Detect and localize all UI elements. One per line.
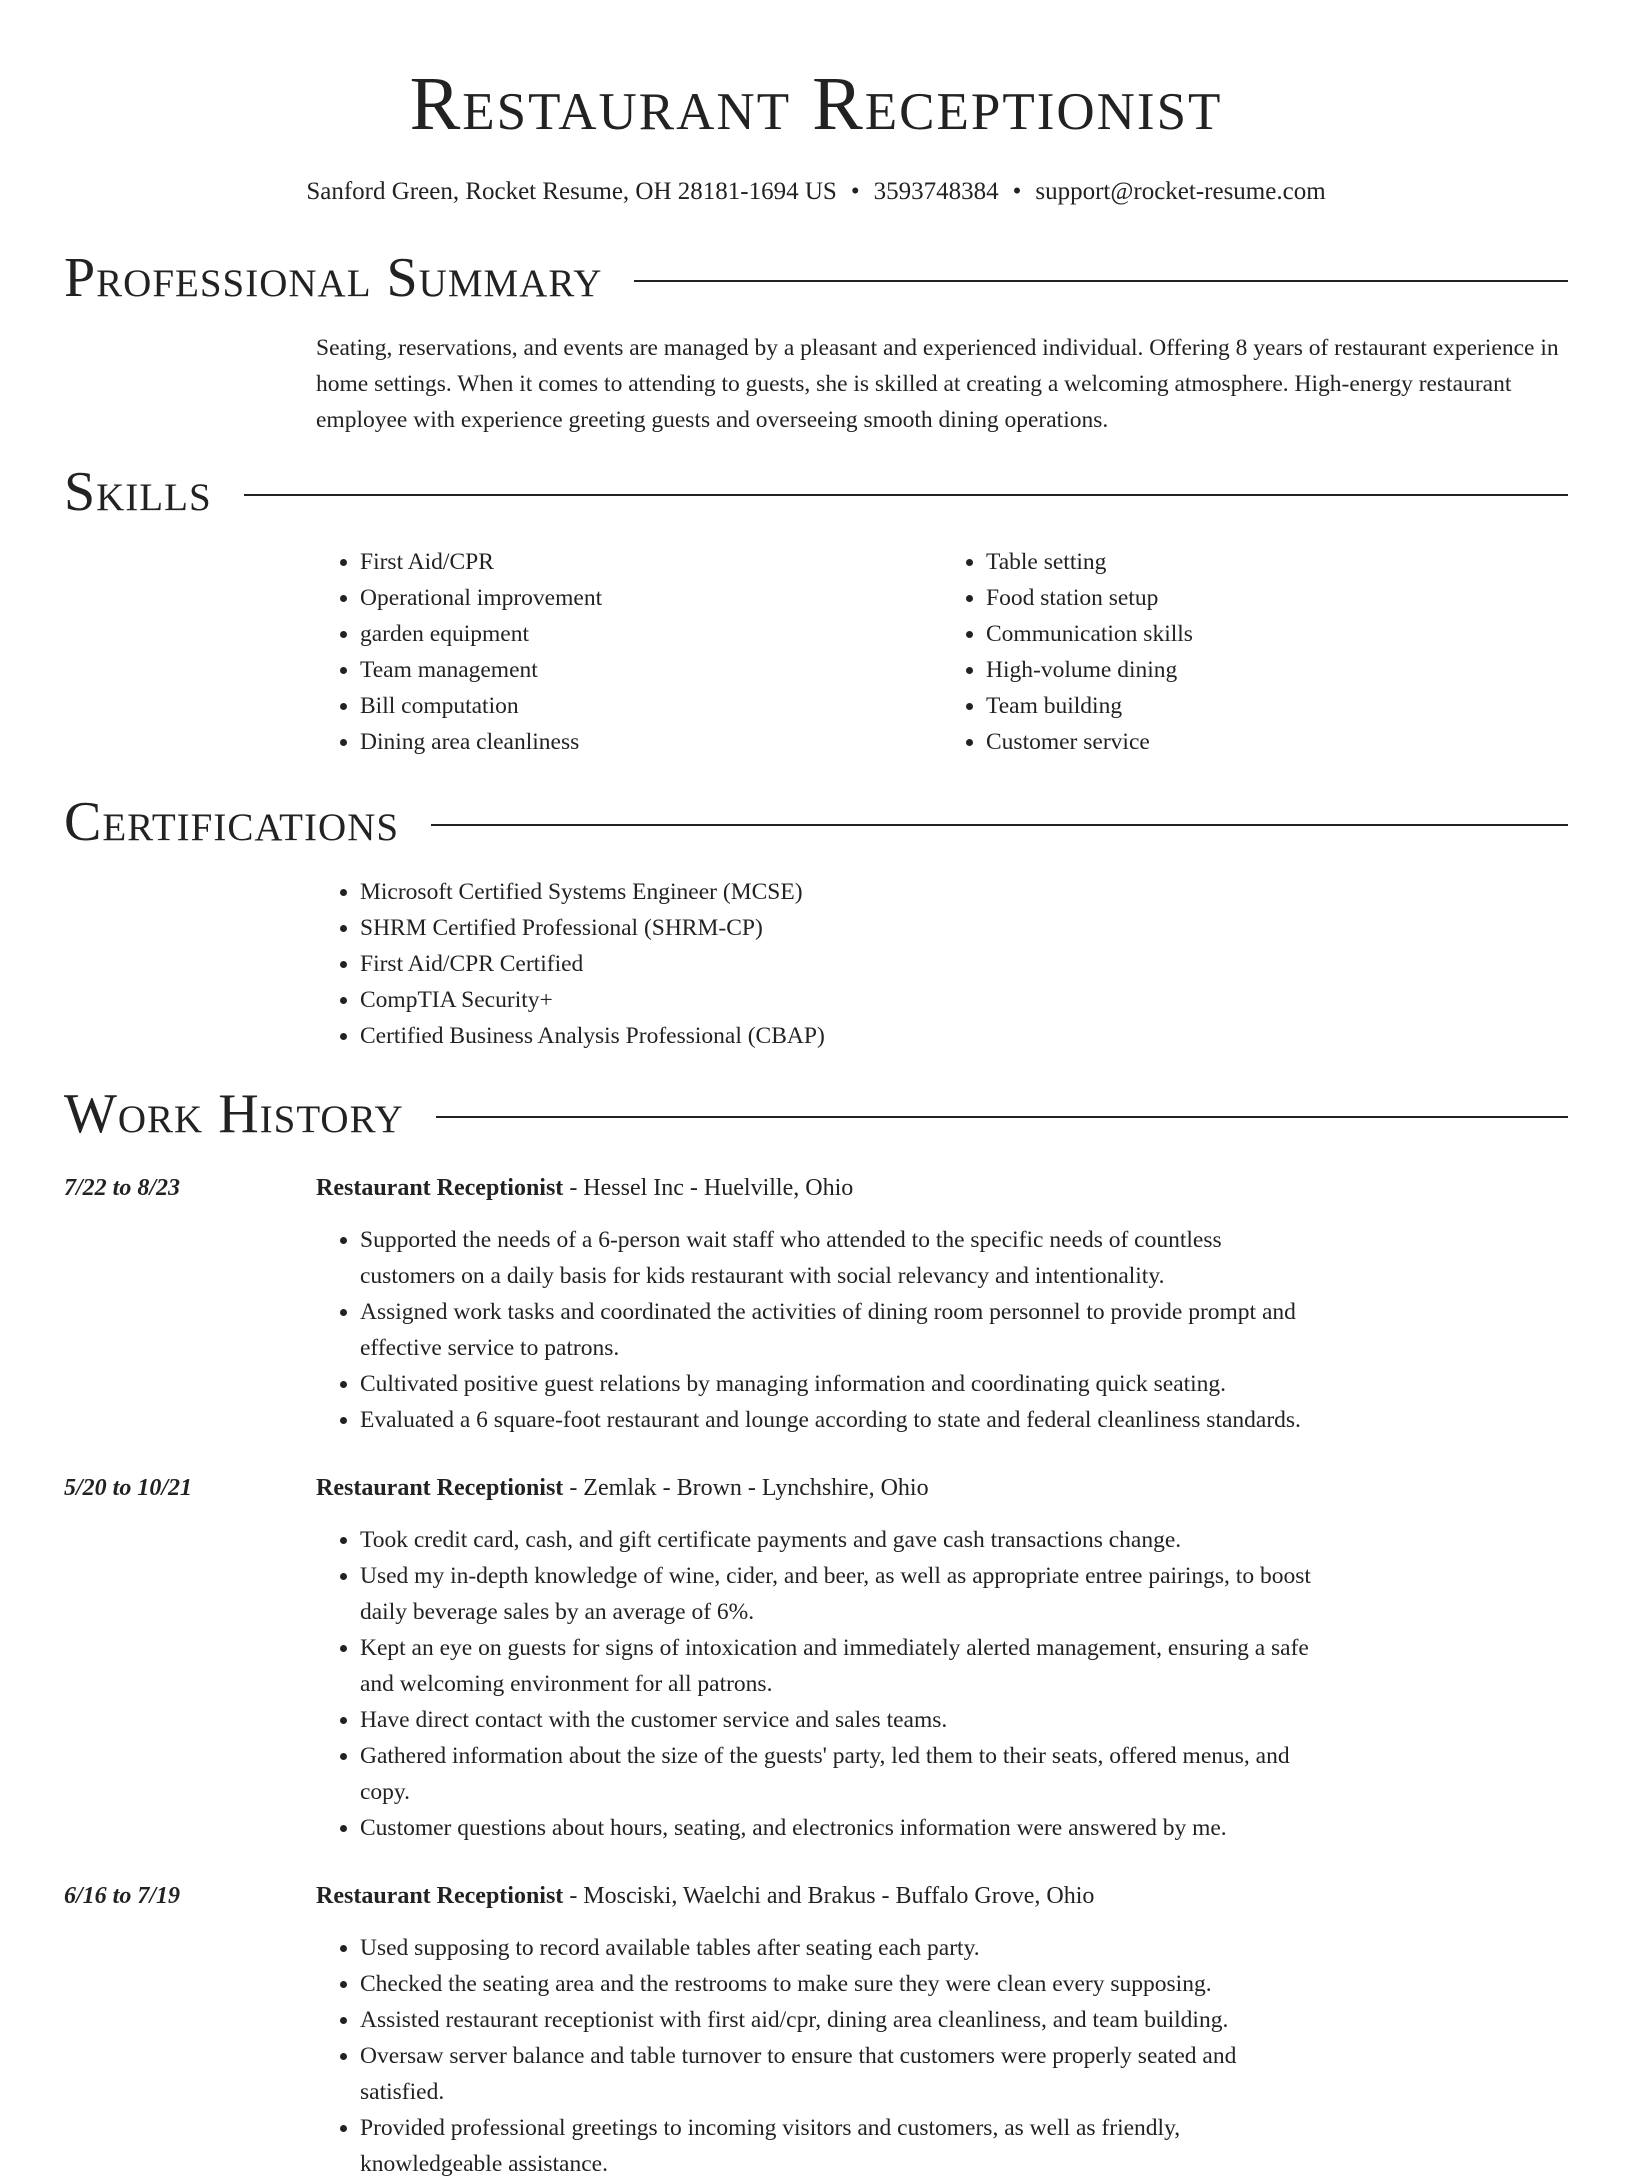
section-divider bbox=[634, 280, 1568, 282]
work-bullet: • Used my in-depth knowledge of wine, cider, and beer, as well as appropriate entree pairings, to boost daily beverage sales by an average of 6%. bbox=[360, 1558, 1316, 1630]
work-bullet: • Checked the seating area and the restrooms to make sure they were clean every supposing. bbox=[360, 1966, 1316, 2002]
section-divider bbox=[431, 824, 1568, 826]
work-bullet: • Customer questions about hours, seating, and electronics information were answered by me. bbox=[360, 1810, 1316, 1846]
contact-email: support@rocket-resume.com bbox=[1035, 178, 1326, 205]
summary-section-header bbox=[64, 246, 1568, 310]
work-dates: 5/20 to 10/21 bbox=[64, 1475, 193, 1501]
work-title-line bbox=[316, 1470, 1568, 1506]
certification-item: • CompTIA Security+ bbox=[360, 982, 1568, 1018]
work-dates: 6/16 to 7/19 bbox=[64, 1883, 181, 1909]
section-divider bbox=[436, 1116, 1568, 1118]
work-bullet: • Have direct contact with the customer service and sales teams. bbox=[360, 1702, 1316, 1738]
certification-item: • SHRM Certified Professional (SHRM-CP) bbox=[360, 910, 1568, 946]
skill-item: • Communication skills bbox=[986, 616, 1568, 652]
work-bullets bbox=[64, 1930, 1316, 2182]
work-bullet: • Assisted restaurant receptionist with first aid/cpr, dining area cleanliness, and team building. bbox=[360, 2002, 1316, 2038]
work-heading: Work History bbox=[64, 1083, 404, 1145]
certifications-list bbox=[316, 874, 1568, 1054]
contact-separator: • bbox=[1012, 178, 1022, 205]
certification-item: • Certified Business Analysis Professional (CBAP) bbox=[360, 1018, 1568, 1054]
certifications-section-header bbox=[64, 790, 1568, 854]
skill-item: • Bill computation bbox=[360, 688, 942, 724]
skill-item: • Operational improvement bbox=[360, 580, 942, 616]
certifications-heading: Certifications bbox=[64, 791, 400, 853]
work-bullet: • Provided professional greetings to incoming visitors and customers, as well as friendly, knowledgeable assistance. bbox=[360, 2110, 1316, 2182]
work-role: Restaurant Receptionist bbox=[316, 1883, 564, 1909]
work-entry bbox=[64, 1470, 1568, 1846]
contact-address: Sanford Green, Rocket Resume, OH 28181-1694 US bbox=[306, 178, 837, 205]
skill-item: • Table setting bbox=[986, 544, 1568, 580]
certification-item: • Microsoft Certified Systems Engineer (MCSE) bbox=[360, 874, 1568, 910]
skills-column-left bbox=[316, 544, 942, 760]
work-bullet: • Took credit card, cash, and gift certificate payments and gave cash transactions change. bbox=[360, 1522, 1316, 1558]
work-bullet: • Gathered information about the size of the guests' party, led them to their seats, offered menus, and copy. bbox=[360, 1738, 1316, 1810]
work-entry bbox=[64, 1170, 1568, 1438]
skill-item: • garden equipment bbox=[360, 616, 942, 652]
work-entry bbox=[64, 1878, 1568, 2182]
work-bullet: • Kept an eye on guests for signs of intoxication and immediately alerted management, ensuring a safe and welcoming environment for all patrons. bbox=[360, 1630, 1316, 1702]
skill-item: • Food station setup bbox=[986, 580, 1568, 616]
skill-item: • Team building bbox=[986, 688, 1568, 724]
summary-text: Seating, reservations, and events are managed by a pleasant and experienced individual. Offering 8 years of restaurant experience in home settings. When it comes to attending to guests, she is skilled at creating a welcoming atmosphere. High-energy restaurant employee with experience greeting guests and overseeing smooth dining operations. bbox=[316, 335, 1559, 433]
work-employer: - Zemlak - Brown - Lynchshire, Ohio bbox=[563, 1475, 929, 1501]
work-role: Restaurant Receptionist bbox=[316, 1475, 564, 1501]
work-bullets bbox=[64, 1522, 1316, 1846]
skills-section-header bbox=[64, 460, 1568, 524]
skill-item: • Customer service bbox=[986, 724, 1568, 760]
skill-item: • High-volume dining bbox=[986, 652, 1568, 688]
skills-column-right bbox=[942, 544, 1568, 760]
work-bullets bbox=[64, 1222, 1316, 1438]
work-section-header bbox=[64, 1082, 1568, 1146]
skill-item: • Dining area cleanliness bbox=[360, 724, 942, 760]
work-title-line bbox=[316, 1878, 1568, 1914]
work-dates: 7/22 to 8/23 bbox=[64, 1175, 181, 1201]
work-bullet: • Cultivated positive guest relations by managing information and coordinating quick seating. bbox=[360, 1366, 1316, 1402]
skills-heading: Skills bbox=[64, 461, 212, 523]
skills-list bbox=[316, 544, 1568, 760]
work-employer: - Hessel Inc - Huelville, Ohio bbox=[563, 1175, 854, 1201]
summary-heading: Professional Summary bbox=[64, 247, 603, 309]
section-divider bbox=[244, 494, 1568, 496]
work-bullet: • Supported the needs of a 6-person wait staff who attended to the specific needs of countless customers on a daily basis for kids restaurant with social relevancy and intentionality. bbox=[360, 1222, 1316, 1294]
work-employer: - Mosciski, Waelchi and Brakus - Buffalo Grove, Ohio bbox=[563, 1883, 1095, 1909]
work-bullet: • Oversaw server balance and table turnover to ensure that customers were properly seated and satisfied. bbox=[360, 2038, 1316, 2110]
contact-phone: 3593748384 bbox=[873, 178, 999, 205]
work-title-line bbox=[316, 1170, 1568, 1206]
resume-title: Restaurant Receptionist bbox=[409, 62, 1223, 146]
contact-line bbox=[64, 176, 1568, 208]
contact-separator: • bbox=[850, 178, 860, 205]
work-role: Restaurant Receptionist bbox=[316, 1175, 564, 1201]
work-bullet: • Assigned work tasks and coordinated the activities of dining room personnel to provide prompt and effective service to patrons. bbox=[360, 1294, 1316, 1366]
work-bullet: • Evaluated a 6 square-foot restaurant and lounge according to state and federal cleanliness standards. bbox=[360, 1402, 1316, 1438]
skill-item: • First Aid/CPR bbox=[360, 544, 942, 580]
work-bullet: • Used supposing to record available tables after seating each party. bbox=[360, 1930, 1316, 1966]
certification-item: • First Aid/CPR Certified bbox=[360, 946, 1568, 982]
skill-item: • Team management bbox=[360, 652, 942, 688]
